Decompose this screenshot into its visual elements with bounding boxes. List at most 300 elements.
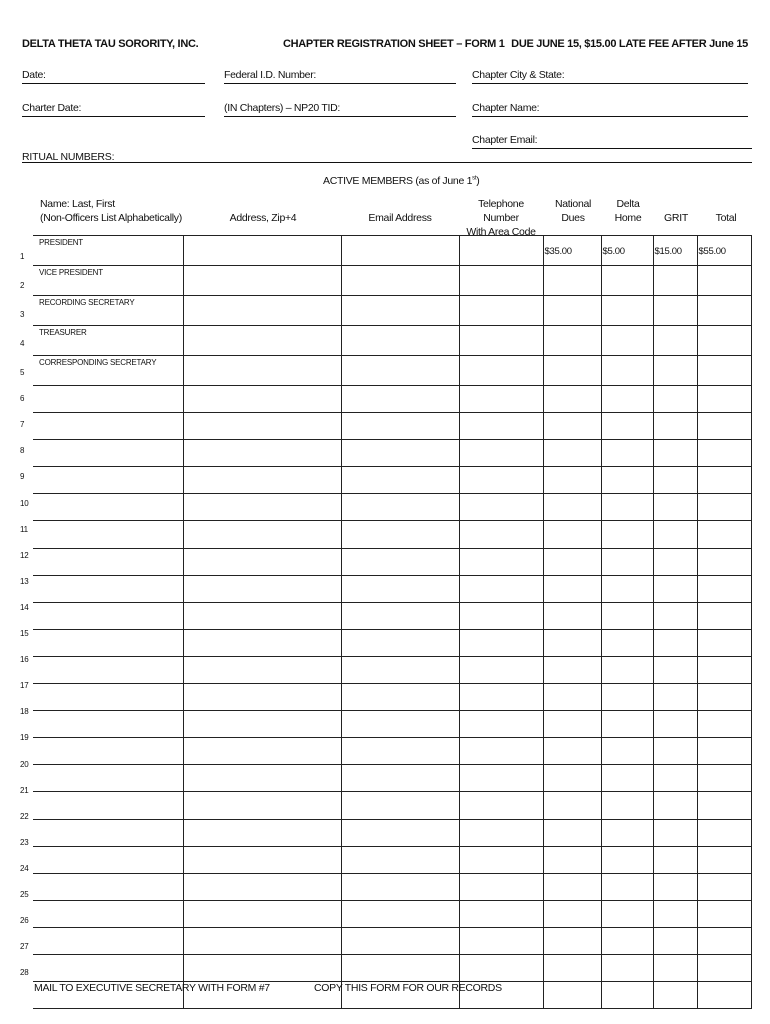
address-cell[interactable] xyxy=(183,711,341,738)
national-dues-cell[interactable] xyxy=(543,266,601,296)
grit-column-header: GRIT xyxy=(664,212,688,224)
grit-cell[interactable] xyxy=(653,521,697,548)
phone-cell[interactable] xyxy=(459,602,543,629)
national-dues-cell[interactable] xyxy=(543,326,601,356)
chapter-city-state-field[interactable] xyxy=(472,69,748,84)
phone-cell[interactable] xyxy=(459,629,543,656)
total-cell[interactable] xyxy=(697,602,751,629)
total-cell[interactable] xyxy=(697,738,751,765)
table-row xyxy=(33,792,751,819)
email-cell[interactable] xyxy=(341,575,459,602)
total-cell[interactable] xyxy=(697,236,751,266)
national-dues-cell[interactable] xyxy=(543,982,601,1009)
national-dues-cell[interactable] xyxy=(543,548,601,575)
email-column-header: Email Address xyxy=(368,212,432,224)
address-cell[interactable] xyxy=(183,386,341,413)
national-dues-cell[interactable] xyxy=(543,296,601,326)
national-dues-cell[interactable] xyxy=(543,356,601,386)
table-row xyxy=(33,266,751,296)
national-dues-cell[interactable] xyxy=(543,494,601,521)
address-cell[interactable] xyxy=(183,521,341,548)
name-cell[interactable] xyxy=(33,521,183,548)
table-row xyxy=(33,356,751,386)
national-dues-cell[interactable] xyxy=(543,819,601,846)
national-dues-cell[interactable] xyxy=(543,684,601,711)
name-header-line1: Name: Last, First xyxy=(40,198,115,210)
chapter-name-field[interactable] xyxy=(472,102,748,117)
phone-cell[interactable] xyxy=(459,521,543,548)
delta-home-cell[interactable] xyxy=(601,738,653,765)
name-cell[interactable] xyxy=(33,413,183,440)
table-row xyxy=(33,656,751,683)
email-cell[interactable] xyxy=(341,873,459,900)
address-cell[interactable] xyxy=(183,765,341,792)
national-dues-cell[interactable] xyxy=(543,467,601,494)
total-cell[interactable] xyxy=(697,900,751,927)
row-number: 4 xyxy=(20,339,25,348)
grit-cell[interactable] xyxy=(653,711,697,738)
grit-cell[interactable] xyxy=(653,602,697,629)
total-cell[interactable] xyxy=(697,927,751,954)
row-number: 10 xyxy=(20,498,29,508)
address-cell[interactable] xyxy=(183,602,341,629)
charter-date-field[interactable] xyxy=(22,102,205,117)
name-cell[interactable] xyxy=(33,236,183,266)
table-row xyxy=(33,326,751,356)
grit-cell[interactable] xyxy=(653,266,697,296)
email-cell[interactable] xyxy=(341,326,459,356)
name-cell[interactable] xyxy=(33,819,183,846)
delta-home-cell[interactable] xyxy=(601,236,653,266)
email-cell[interactable] xyxy=(341,738,459,765)
phone-cell[interactable] xyxy=(459,386,543,413)
grit-cell[interactable] xyxy=(653,954,697,981)
national-header-line2: Dues xyxy=(561,212,585,224)
officer-label: PRESIDENT xyxy=(39,238,83,247)
table-row xyxy=(33,521,751,548)
grit-cell[interactable] xyxy=(653,440,697,467)
delta-home-cell[interactable] xyxy=(601,792,653,819)
email-cell[interactable] xyxy=(341,819,459,846)
name-cell[interactable] xyxy=(33,386,183,413)
national-dues-cell[interactable] xyxy=(543,792,601,819)
row-number: 26 xyxy=(20,916,29,926)
grit-cell[interactable] xyxy=(653,900,697,927)
phone-cell[interactable] xyxy=(459,900,543,927)
total-cell[interactable] xyxy=(697,629,751,656)
delta-home-cell[interactable] xyxy=(601,602,653,629)
delta-home-cell[interactable] xyxy=(601,521,653,548)
email-cell[interactable] xyxy=(341,440,459,467)
date-label: Date: xyxy=(22,69,46,81)
total-cell[interactable] xyxy=(697,684,751,711)
form-title: CHAPTER REGISTRATION SHEET – FORM 1 xyxy=(283,38,505,50)
chapter-name-label: Chapter Name: xyxy=(472,102,540,114)
email-cell[interactable] xyxy=(341,236,459,266)
national-dues-cell[interactable] xyxy=(543,927,601,954)
total-cell[interactable] xyxy=(697,982,751,1009)
name-cell[interactable] xyxy=(33,711,183,738)
active-members-close: ) xyxy=(476,175,480,187)
address-cell[interactable] xyxy=(183,873,341,900)
total-cell[interactable] xyxy=(697,326,751,356)
phone-cell[interactable] xyxy=(459,792,543,819)
national-dues-cell[interactable] xyxy=(543,900,601,927)
grit-cell[interactable] xyxy=(653,765,697,792)
table-row xyxy=(33,548,751,575)
phone-cell[interactable] xyxy=(459,684,543,711)
name-cell[interactable] xyxy=(33,900,183,927)
phone-cell[interactable] xyxy=(459,765,543,792)
phone-cell[interactable] xyxy=(459,296,543,326)
mail-instructions: MAIL TO EXECUTIVE SECRETARY WITH FORM #7 xyxy=(34,982,270,994)
national-dues-cell[interactable] xyxy=(543,440,601,467)
total-cell[interactable] xyxy=(697,356,751,386)
row-number: 8 xyxy=(20,446,25,456)
table-row xyxy=(33,440,751,467)
total-cell[interactable] xyxy=(697,386,751,413)
address-cell[interactable] xyxy=(183,296,341,326)
grit-cell[interactable] xyxy=(653,356,697,386)
phone-cell[interactable] xyxy=(459,738,543,765)
name-cell[interactable] xyxy=(33,954,183,981)
email-cell[interactable] xyxy=(341,356,459,386)
phone-cell[interactable] xyxy=(459,927,543,954)
table-row xyxy=(33,494,751,521)
total-column-header: Total xyxy=(715,212,737,224)
row-number: 5 xyxy=(20,368,25,377)
row-number: 27 xyxy=(20,942,29,952)
email-cell[interactable] xyxy=(341,684,459,711)
national-dues-cell[interactable] xyxy=(543,236,601,266)
email-cell[interactable] xyxy=(341,954,459,981)
email-cell[interactable] xyxy=(341,413,459,440)
phone-cell[interactable] xyxy=(459,846,543,873)
row-number: 9 xyxy=(20,472,25,482)
grit-cell[interactable] xyxy=(653,684,697,711)
table-row xyxy=(33,236,751,266)
grit-cell[interactable] xyxy=(653,296,697,326)
total-cell[interactable] xyxy=(697,440,751,467)
row-number: 12 xyxy=(20,550,29,560)
address-cell[interactable] xyxy=(183,413,341,440)
delta-home-cell[interactable] xyxy=(601,954,653,981)
total-cell[interactable] xyxy=(697,413,751,440)
table-row xyxy=(33,819,751,846)
phone-cell[interactable] xyxy=(459,656,543,683)
address-cell[interactable] xyxy=(183,738,341,765)
address-cell[interactable] xyxy=(183,656,341,683)
members-table xyxy=(33,235,752,1009)
email-cell[interactable] xyxy=(341,467,459,494)
name-cell[interactable] xyxy=(33,846,183,873)
address-cell[interactable] xyxy=(183,266,341,296)
delta-home-cell[interactable] xyxy=(601,927,653,954)
delta-home-cell[interactable] xyxy=(601,900,653,927)
delta-home-cell[interactable] xyxy=(601,711,653,738)
grit-cell[interactable] xyxy=(653,792,697,819)
delta-home-cell[interactable] xyxy=(601,326,653,356)
national-dues-cell[interactable] xyxy=(543,846,601,873)
national-dues-cell[interactable] xyxy=(543,575,601,602)
chapter-email-label: Chapter Email: xyxy=(472,134,538,146)
grit-cell[interactable] xyxy=(653,386,697,413)
table-row xyxy=(33,711,751,738)
total-cell[interactable] xyxy=(697,467,751,494)
name-cell[interactable] xyxy=(33,266,183,296)
name-cell[interactable] xyxy=(33,656,183,683)
delta-home-cell[interactable] xyxy=(601,684,653,711)
grit-cell[interactable] xyxy=(653,467,697,494)
grit-cell[interactable] xyxy=(653,494,697,521)
name-column-header xyxy=(40,197,182,225)
grit-cell[interactable] xyxy=(653,656,697,683)
date-field[interactable] xyxy=(22,69,205,84)
row-number: 25 xyxy=(20,890,29,899)
national-header-line1: National xyxy=(554,198,592,210)
row-number: 16 xyxy=(20,655,29,665)
name-cell[interactable] xyxy=(33,765,183,792)
address-cell[interactable] xyxy=(183,440,341,467)
delta-home-cell[interactable] xyxy=(601,575,653,602)
email-cell[interactable] xyxy=(341,494,459,521)
national-dues-cell[interactable] xyxy=(543,738,601,765)
name-cell[interactable] xyxy=(33,494,183,521)
address-cell[interactable] xyxy=(183,846,341,873)
name-cell[interactable] xyxy=(33,602,183,629)
address-column-header: Address, Zip+4 xyxy=(229,212,297,224)
grit-fee: $15.00 xyxy=(654,246,682,257)
email-cell[interactable] xyxy=(341,900,459,927)
email-cell[interactable] xyxy=(341,296,459,326)
address-cell[interactable] xyxy=(183,548,341,575)
grit-cell[interactable] xyxy=(653,738,697,765)
address-cell[interactable] xyxy=(183,494,341,521)
table-row xyxy=(33,602,751,629)
name-cell[interactable] xyxy=(33,467,183,494)
table-row xyxy=(33,954,751,981)
total-cell[interactable] xyxy=(697,765,751,792)
grit-cell[interactable] xyxy=(653,413,697,440)
active-members-sup: st xyxy=(472,175,477,182)
email-cell[interactable] xyxy=(341,602,459,629)
np20-tid-label: (IN Chapters) – NP20 TID: xyxy=(224,102,341,114)
delta-home-cell[interactable] xyxy=(601,440,653,467)
address-cell[interactable] xyxy=(183,629,341,656)
delta-home-cell[interactable] xyxy=(601,873,653,900)
table-row xyxy=(33,575,751,602)
national-dues-cell[interactable] xyxy=(543,629,601,656)
phone-cell[interactable] xyxy=(459,575,543,602)
table-row xyxy=(33,738,751,765)
national-dues-cell[interactable] xyxy=(543,521,601,548)
delta-home-cell[interactable] xyxy=(601,356,653,386)
address-cell[interactable] xyxy=(183,927,341,954)
delta-home-cell[interactable] xyxy=(601,656,653,683)
email-cell[interactable] xyxy=(341,656,459,683)
national-dues-cell[interactable] xyxy=(543,765,601,792)
np20-tid-field[interactable] xyxy=(224,102,456,117)
delta-home-cell[interactable] xyxy=(601,413,653,440)
email-cell[interactable] xyxy=(341,386,459,413)
email-cell[interactable] xyxy=(341,846,459,873)
row-number: 7 xyxy=(20,420,25,430)
phone-cell[interactable] xyxy=(459,873,543,900)
address-cell[interactable] xyxy=(183,236,341,266)
officer-label: RECORDING SECRETARY xyxy=(39,298,135,307)
address-cell[interactable] xyxy=(183,900,341,927)
row-number: 18 xyxy=(20,707,29,717)
phone-cell[interactable] xyxy=(459,819,543,846)
total-cell[interactable] xyxy=(697,711,751,738)
phone-cell[interactable] xyxy=(459,356,543,386)
phone-cell[interactable] xyxy=(459,440,543,467)
grit-cell[interactable] xyxy=(653,927,697,954)
national-dues-cell[interactable] xyxy=(543,413,601,440)
national-dues-cell[interactable] xyxy=(543,656,601,683)
delta-home-cell[interactable] xyxy=(601,765,653,792)
national-dues-cell[interactable] xyxy=(543,954,601,981)
copy-instructions: COPY THIS FORM FOR OUR RECORDS xyxy=(314,982,502,994)
table-row xyxy=(33,873,751,900)
phone-cell[interactable] xyxy=(459,954,543,981)
national-dues-cell[interactable] xyxy=(543,386,601,413)
row-number: 14 xyxy=(20,602,29,612)
total-cell[interactable] xyxy=(697,873,751,900)
name-cell[interactable] xyxy=(33,792,183,819)
delta-home-cell[interactable] xyxy=(601,266,653,296)
national-dues-cell[interactable] xyxy=(543,711,601,738)
charter-date-label: Charter Date: xyxy=(22,102,82,114)
total-cell[interactable] xyxy=(697,954,751,981)
name-cell[interactable] xyxy=(33,575,183,602)
grit-cell[interactable] xyxy=(653,548,697,575)
phone-cell[interactable] xyxy=(459,236,543,266)
name-cell[interactable] xyxy=(33,548,183,575)
delta-home-cell[interactable] xyxy=(601,548,653,575)
total-cell[interactable] xyxy=(697,521,751,548)
grit-cell[interactable] xyxy=(653,575,697,602)
email-cell[interactable] xyxy=(341,629,459,656)
address-cell[interactable] xyxy=(183,326,341,356)
officer-label: VICE PRESIDENT xyxy=(39,268,103,277)
total-cell[interactable] xyxy=(697,266,751,296)
delta-home-cell[interactable] xyxy=(601,846,653,873)
address-cell[interactable] xyxy=(183,819,341,846)
table-row xyxy=(33,629,751,656)
email-cell[interactable] xyxy=(341,711,459,738)
row-number: 24 xyxy=(20,863,29,873)
national-dues-cell[interactable] xyxy=(543,602,601,629)
phone-cell[interactable] xyxy=(459,711,543,738)
email-cell[interactable] xyxy=(341,792,459,819)
phone-cell[interactable] xyxy=(459,326,543,356)
grit-cell[interactable] xyxy=(653,819,697,846)
table-row xyxy=(33,900,751,927)
row-number: 21 xyxy=(20,785,29,795)
name-cell[interactable] xyxy=(33,684,183,711)
row-number: 1 xyxy=(20,252,25,261)
grit-cell[interactable] xyxy=(653,846,697,873)
grit-cell[interactable] xyxy=(653,236,697,266)
row-number: 22 xyxy=(20,811,29,821)
phone-cell[interactable] xyxy=(459,467,543,494)
total-cell[interactable] xyxy=(697,819,751,846)
total-cell[interactable] xyxy=(697,494,751,521)
officer-label: CORRESPONDING SECRETARY xyxy=(39,358,157,367)
grit-cell[interactable] xyxy=(653,873,697,900)
federal-id-label: Federal I.D. Number: xyxy=(224,69,317,81)
grit-cell[interactable] xyxy=(653,629,697,656)
total-cell[interactable] xyxy=(697,575,751,602)
national-dues-fee: $35.00 xyxy=(544,246,572,257)
phone-header-line2: With Area Code xyxy=(466,226,536,238)
name-cell[interactable] xyxy=(33,738,183,765)
delta-home-cell[interactable] xyxy=(601,819,653,846)
address-cell[interactable] xyxy=(183,684,341,711)
delta-home-cell[interactable] xyxy=(601,467,653,494)
total-cell[interactable] xyxy=(697,656,751,683)
phone-cell[interactable] xyxy=(459,494,543,521)
chapter-email-field[interactable] xyxy=(472,134,752,149)
address-cell[interactable] xyxy=(183,792,341,819)
delta-header-line2: Home xyxy=(614,212,642,224)
ritual-numbers-line[interactable] xyxy=(22,162,752,163)
email-cell[interactable] xyxy=(341,521,459,548)
name-cell[interactable] xyxy=(33,629,183,656)
delta-home-cell[interactable] xyxy=(601,386,653,413)
total-cell[interactable] xyxy=(697,846,751,873)
grit-cell[interactable] xyxy=(653,326,697,356)
delta-home-cell[interactable] xyxy=(601,296,653,326)
phone-cell[interactable] xyxy=(459,413,543,440)
row-number: 28 xyxy=(20,968,29,978)
table-row xyxy=(33,846,751,873)
name-cell[interactable] xyxy=(33,873,183,900)
delta-home-cell[interactable] xyxy=(601,629,653,656)
ritual-numbers-label: RITUAL NUMBERS: xyxy=(22,151,115,163)
national-dues-cell[interactable] xyxy=(543,873,601,900)
total-cell[interactable] xyxy=(697,548,751,575)
address-cell[interactable] xyxy=(183,356,341,386)
table-row xyxy=(33,386,751,413)
email-cell[interactable] xyxy=(341,927,459,954)
delta-home-column-header xyxy=(603,197,653,225)
address-cell[interactable] xyxy=(183,954,341,981)
federal-id-field[interactable] xyxy=(224,69,456,84)
phone-cell[interactable] xyxy=(459,548,543,575)
name-cell[interactable] xyxy=(33,356,183,386)
table-row xyxy=(33,467,751,494)
total-cell[interactable] xyxy=(697,296,751,326)
email-cell[interactable] xyxy=(341,765,459,792)
address-cell[interactable] xyxy=(183,467,341,494)
total-cell[interactable] xyxy=(697,792,751,819)
name-cell[interactable] xyxy=(33,296,183,326)
delta-header-line1: Delta xyxy=(616,198,640,210)
delta-home-cell[interactable] xyxy=(601,982,653,1009)
email-cell[interactable] xyxy=(341,266,459,296)
row-number: 20 xyxy=(20,759,29,769)
address-cell[interactable] xyxy=(183,575,341,602)
name-cell[interactable] xyxy=(33,927,183,954)
email-cell[interactable] xyxy=(341,548,459,575)
grit-cell[interactable] xyxy=(653,982,697,1009)
phone-cell[interactable] xyxy=(459,266,543,296)
name-cell[interactable] xyxy=(33,440,183,467)
name-cell[interactable] xyxy=(33,326,183,356)
delta-home-cell[interactable] xyxy=(601,494,653,521)
